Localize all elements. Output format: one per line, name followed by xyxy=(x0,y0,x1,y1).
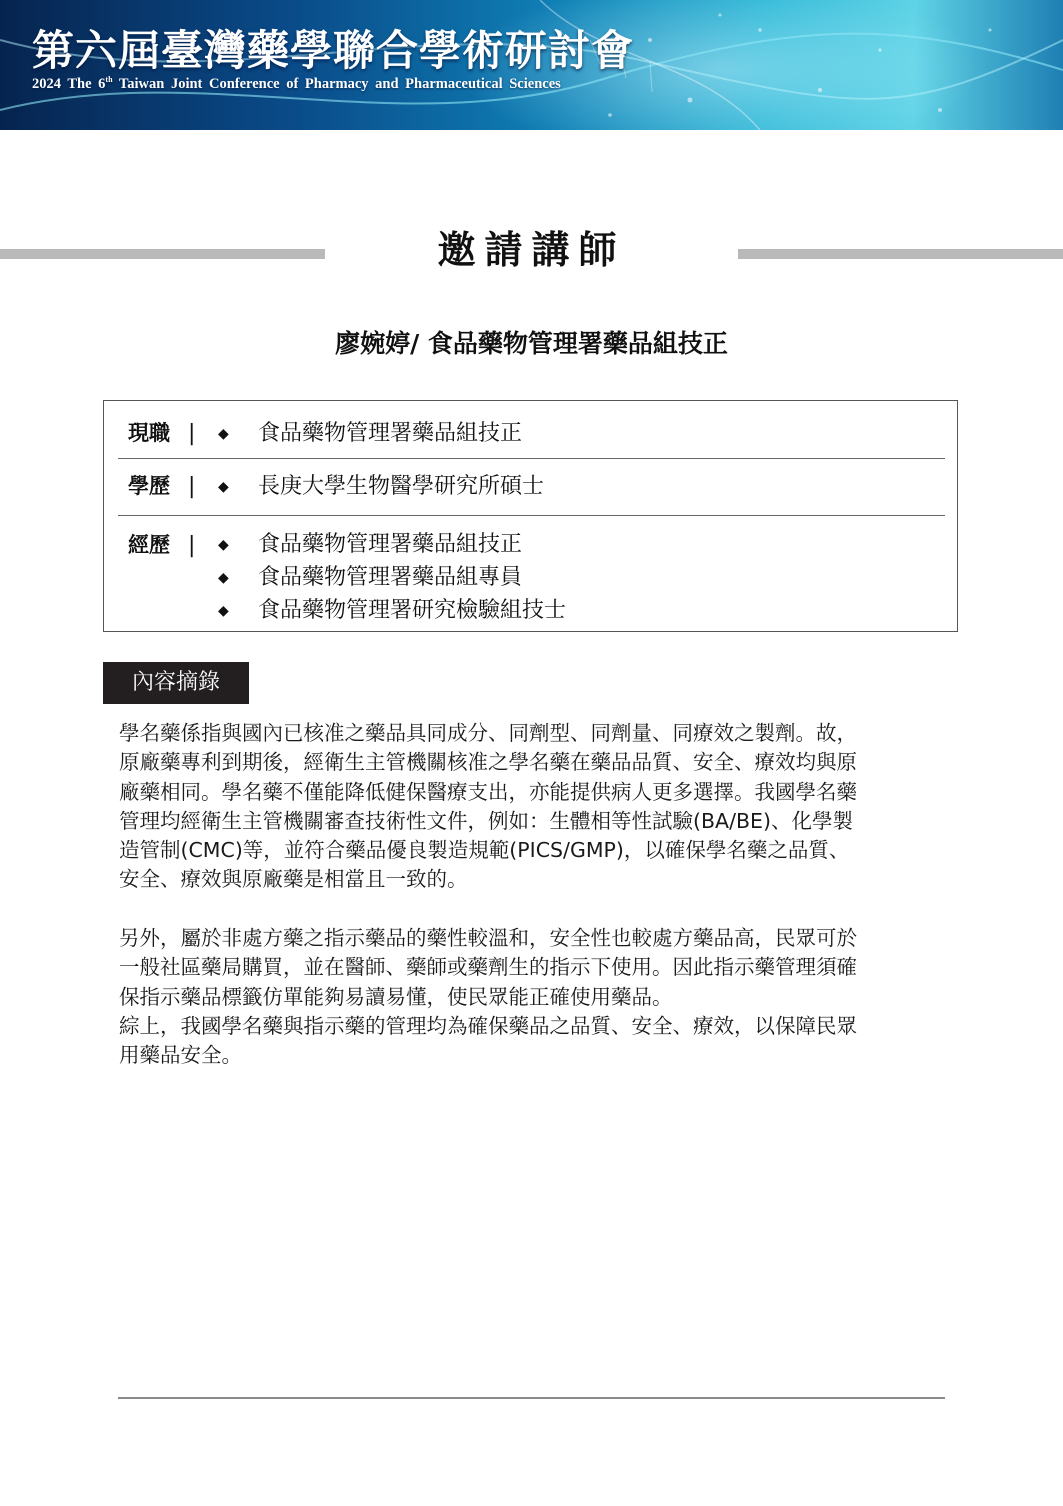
footer-divider xyxy=(118,1397,945,1399)
profile-item: ◆ 食品藥物管理署藥品組專員 xyxy=(118,561,918,595)
conference-title: 第六屆臺灣藥學聯合學術研討會 xyxy=(32,26,635,75)
profile-row-education xyxy=(118,458,945,516)
profile-label: 經歷 xyxy=(128,533,170,557)
diamond-bullet-icon: ◆ xyxy=(218,537,229,553)
heading-rule-right xyxy=(738,249,1063,259)
profile-label: 學歷 xyxy=(128,474,170,498)
profile-item: ◆ 食品藥物管理署藥品組技正 xyxy=(118,417,918,451)
diamond-bullet-icon: ◆ xyxy=(218,479,229,495)
section-heading: 邀請講師 xyxy=(437,228,626,272)
diamond-bullet-icon: ◆ xyxy=(218,426,229,442)
profile-item: ◆ 長庚大學生物醫學研究所碩士 xyxy=(118,470,918,504)
profile-row-experience xyxy=(118,515,945,631)
abstract-paragraph-1: 學名藥係指與國內已核准之藥品具同成分、同劑型、同劑量、同療效之製劑。故， 原廠藥專利到期後，經衛生主管機關核准之學名藥在藥品品質、安全、療效均與原 廠藥相同。學名藥不僅能降低健保醫療支出，亦能提供病人更多選擇。我國學名藥 管理均經衛生主管機關審查技術性文件，例如：生體相等性試驗(BA/BE)、化學製 造管制(CMC)等，並符合藥品優良製造規範(PICS/GMP)，以確保學名藥之品質、 安全、療效與原廠藥是相當且一致的。 xyxy=(119,721,857,892)
conference-banner xyxy=(0,0,1063,130)
profile-row-current-position xyxy=(118,401,945,459)
profile-label: 現職 xyxy=(128,421,170,445)
label-separator: | xyxy=(188,533,196,558)
label-separator: | xyxy=(188,421,196,446)
label-separator: | xyxy=(188,474,196,499)
abstract-paragraph-2: 另外，屬於非處方藥之指示藥品的藥性較溫和，安全性也較處方藥品高，民眾可於 一般社區藥局購買，並在醫師、藥師或藥劑生的指示下使用。因此指示藥管理須確 保指示藥品標籤仿單能夠易讀易懂，使民眾能正確使用藥品。 綜上，我國學名藥與指示藥的管理均為確保藥品之品質、安全、療效，以保障民眾 用藥品安全。 xyxy=(119,926,857,1068)
speaker-name-title: 廖婉婷/ 食品藥物管理署藥品組技正 xyxy=(335,329,728,358)
conference-subtitle: 2024 The 6th Taiwan Joint Conference of Pharmacy and Pharmaceutical Sciences xyxy=(32,75,561,92)
profile-item: ◆ 食品藥物管理署研究檢驗組技士 xyxy=(118,594,918,628)
speaker-profile-box xyxy=(103,400,958,632)
profile-item: ◆ 食品藥物管理署藥品組技正 xyxy=(118,528,918,562)
diamond-bullet-icon: ◆ xyxy=(218,603,229,619)
diamond-bullet-icon: ◆ xyxy=(218,570,229,586)
heading-rule-left xyxy=(0,249,325,259)
abstract-tag: 內容摘錄 xyxy=(103,662,249,704)
